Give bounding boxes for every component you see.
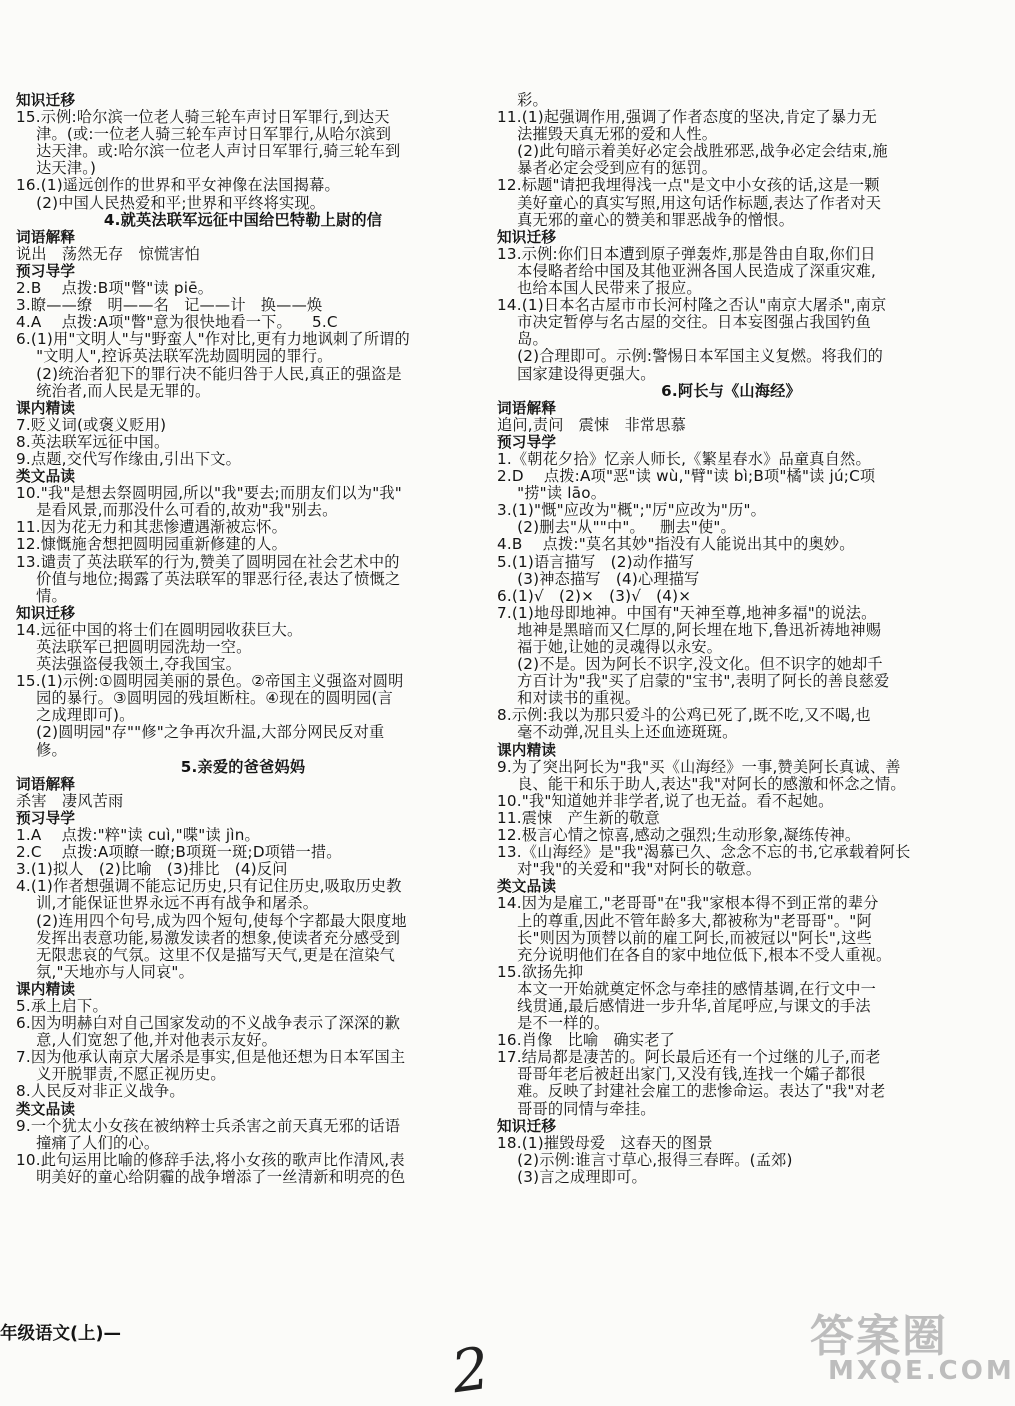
left-line: 7.因为他承认南京大屠杀是事实,但是他还想为日本军国主 — [16, 1048, 406, 1067]
right-line: 毫不动弹,况且头上还血迹斑斑。 — [497, 723, 738, 742]
right-line: 暴者必定会受到应有的惩罚。 — [497, 159, 718, 178]
right-line: 长"则因为顶替以前的雇工阿长,而被冠以"阿长",这些 — [497, 928, 872, 947]
left-line: 英法强盗侵我领土,夺我国宝。 — [16, 655, 242, 674]
section-heading: 词语解释 — [497, 399, 557, 417]
left-line: "文明人",控诉英法联军洗劫圆明园的罪行。 — [16, 347, 333, 366]
left-line: 13.谴责了英法联军的行为,赞美了圆明园在社会艺术中的 — [16, 552, 400, 571]
left-line: 10.此句运用比喻的修辞手法,将小女孩的歌声比作清风,表 — [16, 1150, 405, 1169]
right-line: 良、能干和乐于助人,表达"我"对阿长的感激和怀念之情。 — [497, 774, 906, 793]
left-line: 3.(1)拟人 (2)比喻 (3)排比 (4)反问 — [16, 860, 288, 879]
left-line: 价值与地位;揭露了英法联军的罪恶行径,表达了愤慨之 — [16, 569, 401, 588]
left-line: 津。(或:一位老人骑三轮车声讨日军罪行,从哈尔滨到 — [16, 125, 392, 144]
left-line: 3.瞭——缭 明——名 记——计 换——焕 — [16, 296, 323, 315]
section-heading: 知识迁移 — [16, 92, 76, 109]
right-line: 岛。 — [497, 330, 548, 349]
right-line: 2.D 点拨:A项"恶"读 wù,"臂"读 bì;B项"橘"读 jú;C项 — [497, 467, 876, 486]
section-heading: 课内精读 — [16, 399, 76, 417]
right-line: 7.(1)地母即地神。中国有"天神至尊,地神多福"的说法。 — [497, 603, 877, 622]
left-line: 1.A 点拨:"粹"读 cuì,"喋"读 jìn。 — [16, 826, 260, 845]
right-line: 12.标题"请把我埋得浅一点"是文中小女孩的话,这是一颗 — [497, 176, 880, 195]
right-line: 线贯通,最后感情进一步升华,首尾呼应,与课文的手法 — [497, 996, 871, 1015]
left-line: 撞痛了人们的心。 — [16, 1133, 160, 1152]
right-line: 3.(1)"慨"应改为"概";"厉"应改为"历"。 — [497, 501, 767, 520]
right-line: 美好童心的真实写照,用这句话作标题,表达了作者对天 — [497, 193, 882, 212]
left-column — [16, 92, 470, 1186]
right-line: 11.(1)起强调作用,强调了作者态度的坚决,肯定了暴力无 — [497, 108, 878, 127]
left-line: (2)连用四个句号,成为四个短句,使每个字都最大限度地 — [16, 911, 407, 930]
left-line: 明美好的童心给阴霾的战争增添了一丝清新和明亮的色 — [16, 1167, 406, 1186]
section-heading: 词语解释 — [16, 775, 76, 793]
left-line: 2.B 点拨:B项"瞥"读 piē。 — [16, 279, 214, 298]
left-line: 训,才能保证世界永远不再有战争和屠杀。 — [16, 894, 319, 913]
left-line: 达天津。) — [16, 159, 97, 178]
left-line: 无限悲哀的气氛。这里不仅是描写天气,更是在渲染气 — [16, 945, 396, 964]
right-line: 也给本国人民带来了报应。 — [497, 279, 702, 298]
right-line: 本文一开始就奠定怀念与牵挂的感情基调,在行文中一 — [497, 979, 877, 998]
right-line: 真无邪的童心的赞美和罪恶战争的憎恨。 — [497, 210, 795, 229]
left-line: 发挥出表意功能,易激发读者的想象,使读者充分感受到 — [16, 928, 401, 947]
lesson-title: 5.亲爱的爸爸妈妈 — [180, 757, 306, 776]
right-line: 哥哥的同情与牵挂。 — [497, 1099, 656, 1118]
left-line: 4.A 点拨:A项"瞥"意为很快地看一下。 5.C — [16, 313, 338, 332]
watermark-sub-text: MXQE.COM — [828, 1356, 1015, 1386]
right-line: (2)删去"从""中"。 删去"使"。 — [497, 518, 736, 537]
left-line: 16.(1)遥远创作的世界和平女神像在法国揭幕。 — [16, 176, 340, 195]
right-line: "捞"读 lāo。 — [497, 484, 607, 503]
section-heading: 预习导学 — [16, 262, 76, 280]
left-line: (2)圆明园"存""修"之争再次升温,大部分网民反对重 — [16, 723, 385, 742]
left-line: 杀害 凄风苦雨 — [16, 791, 124, 810]
right-line: (2)示例:谁言寸草心,报得三春晖。(孟郊) — [497, 1150, 793, 1169]
right-line: 难。反映了封建社会雇工的悲惨命运。表达了"我"对老 — [497, 1082, 886, 1101]
left-line: 2.C 点拨:A项瞭一瞭;B项斑一斑;D项错一措。 — [16, 843, 342, 862]
right-line: 地神是黑暗而又仁厚的,阿长埋在地下,鲁迅祈祷地神赐 — [497, 620, 882, 639]
right-line: 10."我"知道她并非学者,说了也无益。看不起她。 — [497, 791, 834, 810]
left-line: 达天津。或:哈尔滨一位老人声讨日军罪行,骑三轮车到 — [16, 142, 401, 161]
left-line: 说出 荡然无存 惊慌害怕 — [16, 244, 201, 263]
section-heading: 预习导学 — [497, 433, 557, 451]
section-heading: 词语解释 — [16, 228, 76, 246]
watermark-logo — [800, 1300, 1015, 1396]
left-line: 统治者,而人民是无罪的。 — [16, 381, 211, 400]
right-line: 11.震悚 产生新的敬意 — [497, 808, 660, 827]
right-line: 14.(1)日本名古屋市市长河村隆之否认"南京大屠杀",南京 — [497, 296, 887, 315]
page-number: 2 — [447, 1333, 494, 1406]
left-line: 14.远征中国的将士们在圆明园收获巨大。 — [16, 620, 303, 639]
footer-grade-label: 年级语文(上)— — [0, 1324, 121, 1344]
right-line: 13.示例:你们日本遭到原子弹轰炸,那是咎由自取,你们日 — [497, 244, 876, 263]
right-line: 4.B 点拨:"莫名其妙"指没有人能说出其中的奥妙。 — [497, 535, 855, 554]
section-heading: 知识迁移 — [497, 228, 557, 246]
right-line: (3)言之成理即可。 — [497, 1167, 647, 1186]
left-line: 义开脱罪责,不愿正视历史。 — [16, 1065, 226, 1084]
right-line: 追问,责问 震悚 非常思慕 — [497, 415, 687, 434]
right-line: 16.肖像 比喻 确实老了 — [497, 1031, 676, 1050]
left-line: 9.一个犹太小女孩在被纳粹士兵杀害之前天真无邪的话语 — [16, 1116, 401, 1135]
right-line: (2)合理即可。示例:警惕日本军国主义复燃。将我们的 — [497, 347, 884, 366]
section-heading: 知识迁移 — [16, 604, 76, 622]
lesson-title: 6.阿长与《山海经》 — [661, 381, 801, 400]
left-line: 15.(1)示例:①圆明园美丽的景色。②帝国主义强盗对圆明 — [16, 672, 404, 691]
section-heading: 预习导学 — [16, 809, 76, 827]
right-line: 市决定暂停与名古屋的交往。日本妄图强占我国钓鱼 — [497, 313, 872, 332]
left-line: 5.承上启下。 — [16, 996, 108, 1015]
left-line: (2)中国人民热爱和平;世界和平终将实现。 — [16, 193, 326, 212]
right-line: 福于她,让她的灵魂得以永安。 — [497, 638, 723, 656]
left-line: 15.示例:哈尔滨一位老人骑三轮车声讨日军罪行,到达天 — [16, 108, 390, 127]
section-heading: 课内精读 — [497, 741, 557, 759]
section-heading: 知识迁移 — [497, 1117, 557, 1135]
right-line: 14.因为是雇工,"老哥哥"在"我"家根本得不到正常的辈分 — [497, 894, 879, 913]
right-line: (2)此句暗示着美好必定会战胜邪恶,战争必定会结束,施 — [497, 142, 888, 161]
left-line: 情。 — [16, 586, 67, 605]
left-line: 12.慷慨施舍想把圆明园重新修建的人。 — [16, 535, 287, 554]
left-line: 氛,"天地亦与人同哀"。 — [16, 962, 194, 981]
right-line: 是不一样的。 — [497, 1014, 610, 1033]
right-line: 国家建设得更强大。 — [497, 364, 656, 383]
left-line: 9.点题,交代写作缘由,引出下文。 — [16, 449, 241, 468]
right-line: (2)不是。因为阿长不识字,没文化。但不识字的她却千 — [497, 655, 883, 674]
watermark-main-text: 答案圈 — [810, 1311, 948, 1362]
right-line: 18.(1)摧毁母爱 这春天的图景 — [497, 1133, 713, 1152]
right-line: 彩。 — [497, 91, 548, 109]
left-line: 8.英法联军远征中国。 — [16, 432, 170, 451]
right-line: 法摧毁天真无邪的爱和人性。 — [497, 125, 718, 144]
right-line: 本侵略者给中国及其他亚洲各国人民造成了深重灾难, — [497, 261, 877, 280]
left-line: 是看风景,而那没什么可看的,故劝"我"别去。 — [16, 501, 338, 520]
lesson-title: 4.就英法联军远征中国给巴特勒上尉的信 — [103, 210, 383, 229]
right-line: 5.(1)语言描写 (2)动作描写 — [497, 552, 695, 571]
section-heading: 类文品读 — [16, 1100, 76, 1118]
right-line: 13.《山海经》是"我"渴慕已久、念念不忘的书,它承载着阿长 — [497, 843, 911, 862]
right-line: 9.为了突出阿长为"我"买《山海经》一事,赞美阿长真诚、善 — [497, 757, 901, 776]
right-line: 哥哥年老后被赶出家门,又没有钱,连找一个孀子都很 — [497, 1065, 866, 1084]
left-line: 修。 — [16, 740, 67, 759]
right-column — [497, 92, 965, 1186]
right-line: 15.欲扬先抑 — [497, 962, 584, 981]
right-line: 17.结局都是凄苦的。阿长最后还有一个过继的儿子,而老 — [497, 1048, 881, 1067]
right-line: 1.《朝花夕拾》忆亲人师长,《繁星春水》品童真自然。 — [497, 449, 871, 468]
left-line: 7.贬义词(或褒义贬用) — [16, 415, 167, 434]
left-line: 10."我"是想去祭圆明园,所以"我"要去;而朋友们以为"我" — [16, 484, 402, 503]
section-heading: 类文品读 — [16, 468, 76, 486]
right-line: 方百计为"我"买了启蒙的"宝书",表明了阿长的善良慈爱 — [497, 672, 890, 691]
right-line: 8.示例:我以为那只爱斗的公鸡已死了,既不吃,又不喝,也 — [497, 706, 871, 725]
left-line: (2)统治者犯下的罪行决不能归咎于人民,真正的强盗是 — [16, 364, 402, 383]
right-line: 充分说明他们在各自的家中地位低下,根本不受人重视。 — [497, 945, 892, 964]
left-line: 之成理即可)。 — [16, 706, 135, 725]
left-line: 6.(1)用"文明人"与"野蛮人"作对比,更有力地讽刺了所谓的 — [16, 330, 410, 349]
left-line: 英法联军已把圆明园洗劫一空。 — [16, 638, 252, 656]
left-line: 6.因为明赫白对自己国家发动的不义战争表示了深深的歉 — [16, 1014, 401, 1033]
left-line: 11.因为花无力和其悲惨遭遇渐被忘怀。 — [16, 518, 287, 537]
section-heading: 类文品读 — [497, 878, 557, 896]
left-line: 8.人民反对非正义战争。 — [16, 1082, 185, 1101]
right-line: 上的尊重,因此不管年龄多大,都被称为"老哥哥"。"阿 — [497, 911, 872, 930]
right-line: 12.极言心情之惊喜,感动之强烈;生动形象,凝练传神。 — [497, 826, 861, 845]
right-line: (3)神态描写 (4)心理描写 — [497, 569, 700, 588]
right-line: 和对读书的重视。 — [497, 689, 641, 708]
left-line: 园的暴行。③圆明园的残垣断柱。④现在的圆明园(言 — [16, 689, 394, 708]
left-line: 4.(1)作者想强调不能忘记历史,只有记住历史,吸取历史教 — [16, 877, 402, 896]
section-heading: 课内精读 — [16, 980, 76, 998]
left-line: 意,人们宽恕了他,并对他表示友好。 — [16, 1031, 277, 1050]
right-line: 6.(1)√ (2)× (3)√ (4)× — [497, 586, 692, 605]
right-line: 对"我"的关爱和"我"对阿长的敬意。 — [497, 860, 762, 879]
